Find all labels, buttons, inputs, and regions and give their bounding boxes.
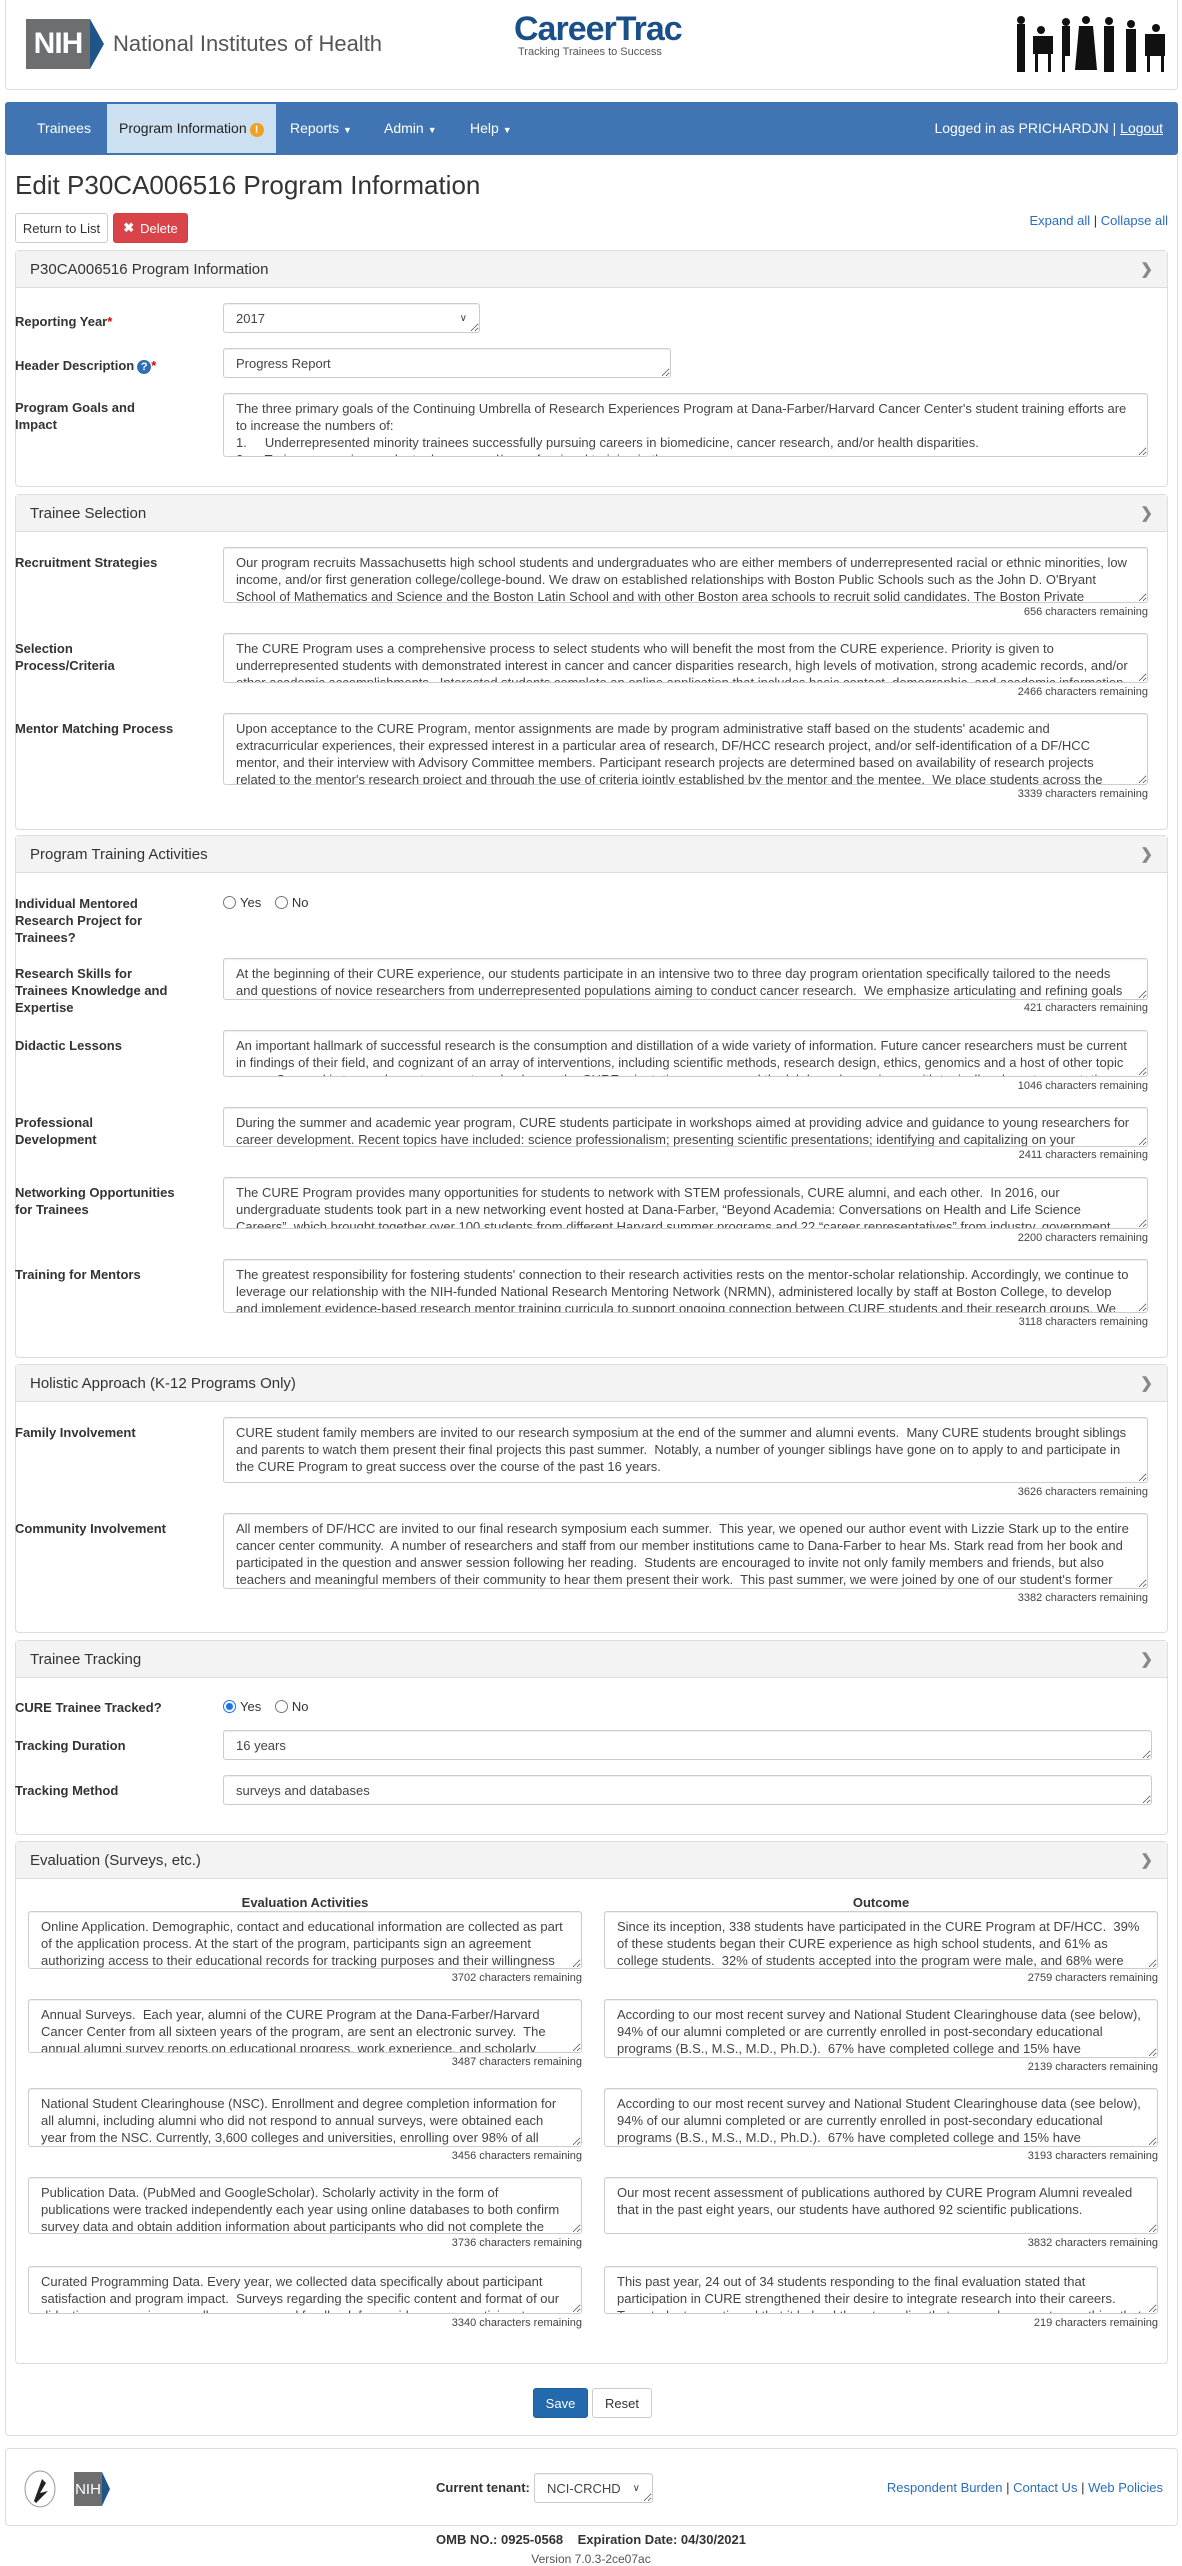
- research-skills-textarea[interactable]: [223, 958, 1148, 1000]
- separator: |: [1081, 2480, 1085, 2495]
- chevron-down-icon[interactable]: ❯: [1140, 1375, 1153, 1392]
- reset-label: Reset: [605, 2395, 639, 2411]
- panel-title: Holistic Approach (K-12 Programs Only): [30, 1375, 296, 1392]
- char-counter: 2466 characters remaining: [1017, 686, 1148, 698]
- nav-program-information[interactable]: [107, 104, 276, 153]
- help-icon[interactable]: ?: [137, 360, 151, 374]
- app-logo[interactable]: CareerTrac: [514, 10, 682, 48]
- expand-all-link[interactable]: Expand all: [1029, 213, 1091, 228]
- outcome-header: Outcome: [852, 1895, 910, 1910]
- mentored-research-radio-group: [223, 895, 308, 910]
- site-header: [5, 0, 1178, 90]
- panel-header[interactable]: [16, 1641, 1167, 1678]
- community-involvement-label: Community Involvement: [15, 1521, 166, 1536]
- char-counter: 3118 characters remaining: [1018, 1316, 1148, 1328]
- required-marker: *: [151, 358, 157, 373]
- warning-icon: !: [250, 123, 264, 137]
- separator: |: [1093, 213, 1098, 228]
- input-value: 16 years: [236, 1737, 286, 1753]
- return-to-list-button[interactable]: [15, 213, 108, 243]
- char-counter: 3487 characters remaining: [451, 2056, 582, 2068]
- family-involvement-label: Family Involvement: [15, 1425, 136, 1440]
- trainee-tracked-radio-group: [223, 1699, 308, 1714]
- logged-in-text: Logged in as PRICHARDJN: [934, 120, 1109, 136]
- networking-textarea[interactable]: [223, 1177, 1148, 1229]
- evaluation-activity-textarea[interactable]: [28, 1999, 582, 2053]
- app-tagline: Tracking Trainees to Success: [518, 46, 662, 58]
- trainees-silhouette-image: [1011, 14, 1171, 74]
- caret-down-icon: ▼: [343, 125, 352, 135]
- outcome-textarea[interactable]: [604, 2177, 1158, 2234]
- professional-development-textarea[interactable]: [223, 1107, 1148, 1147]
- selection-criteria-label: Selection Process/Criteria: [15, 641, 115, 673]
- tenant-select[interactable]: [534, 2473, 653, 2503]
- reporting-year-select[interactable]: [223, 303, 480, 333]
- evaluation-activity-textarea[interactable]: [28, 2266, 582, 2314]
- radio-yes-label: Yes: [240, 895, 262, 910]
- radio-no-label: No: [291, 895, 309, 910]
- holistic-approach-panel: [15, 1364, 1168, 1633]
- mentor-matching-textarea[interactable]: [223, 713, 1148, 785]
- respondent-burden-link[interactable]: Respondent Burden: [886, 2480, 1003, 2495]
- web-policies-link[interactable]: Web Policies: [1088, 2480, 1163, 2495]
- save-label: Save: [545, 2395, 576, 2411]
- tenant-label: Current tenant:: [436, 2480, 530, 2495]
- outcome-textarea[interactable]: [604, 1999, 1158, 2058]
- research-skills-label: Research Skills for Trainees Knowledge and Expertise: [15, 966, 168, 1015]
- close-icon: ✖: [123, 220, 135, 235]
- didactic-lessons-textarea[interactable]: [223, 1030, 1148, 1077]
- label-text: Reporting Year: [15, 314, 108, 329]
- separator: |: [1112, 120, 1117, 136]
- selection-criteria-textarea[interactable]: [223, 633, 1148, 683]
- chevron-down-icon[interactable]: ❯: [1140, 261, 1153, 278]
- nih-logo-chevron: [90, 19, 104, 69]
- training-mentors-textarea[interactable]: [223, 1259, 1148, 1313]
- radio-yes-label: Yes: [240, 1699, 262, 1714]
- main-nav: [5, 102, 1178, 155]
- tracking-duration-label: Tracking Duration: [15, 1738, 126, 1753]
- char-counter: 3702 characters remaining: [451, 1972, 582, 1984]
- required-marker: *: [107, 314, 113, 329]
- networking-label: Networking Opportunities for Trainees: [15, 1185, 175, 1217]
- label-text: Header Description: [15, 358, 135, 373]
- nav-reports[interactable]: [290, 102, 352, 155]
- outcome-textarea[interactable]: [604, 2266, 1158, 2314]
- nav-admin[interactable]: [384, 102, 437, 155]
- char-counter: 1046 characters remaining: [1017, 1080, 1148, 1092]
- radio-no-label: No: [291, 1699, 309, 1714]
- caret-down-icon: ▼: [502, 125, 512, 135]
- expiration-date: Expiration Date: 04/30/2021: [577, 2532, 746, 2547]
- nih-footer-logo: [74, 2472, 102, 2506]
- mentor-matching-label: Mentor Matching Process: [15, 721, 174, 736]
- expand-collapse-links: [1029, 213, 1168, 228]
- panel-title: Trainee Selection: [30, 505, 147, 522]
- tracking-method-label: Tracking Method: [15, 1783, 119, 1798]
- char-counter: 3626 characters remaining: [1017, 1486, 1148, 1498]
- nav-admin-label: Admin: [384, 120, 424, 136]
- reset-button[interactable]: [592, 2388, 652, 2418]
- program-goals-textarea[interactable]: [223, 393, 1148, 457]
- program-goals-label: Program Goals and Impact: [15, 400, 135, 432]
- tracking-method-input[interactable]: [223, 1775, 1152, 1805]
- char-counter: 2411 characters remaining: [1018, 1149, 1148, 1161]
- panel-header[interactable]: [16, 495, 1167, 532]
- recruitment-strategies-textarea[interactable]: [223, 547, 1148, 603]
- recruitment-strategies-label: Recruitment Strategies: [15, 555, 158, 570]
- caret-down-icon: ▼: [427, 125, 437, 135]
- nih-logo-chevron: [102, 2472, 110, 2506]
- input-value: Progress Report: [236, 355, 331, 371]
- panel-header[interactable]: [16, 836, 1167, 873]
- chevron-down-icon[interactable]: ❯: [1140, 846, 1153, 863]
- nav-program-information-label: Program Information: [119, 120, 247, 136]
- header-description-input[interactable]: [223, 348, 671, 378]
- input-value: surveys and databases: [236, 1782, 370, 1798]
- char-counter: 3832 characters remaining: [1027, 2237, 1158, 2249]
- char-counter: 219 characters remaining: [1033, 2317, 1158, 2329]
- char-counter: 3339 characters remaining: [1017, 788, 1148, 800]
- select-value: NCI-CRCHD: [547, 2480, 621, 2496]
- nih-logo-text: NIH: [75, 2480, 101, 2498]
- nav-trainees-label: Trainees: [37, 120, 91, 136]
- chevron-down-icon[interactable]: ❯: [1140, 1852, 1153, 1869]
- nih-logo-text: NIH: [33, 27, 83, 60]
- hhs-eagle-logo: [22, 2469, 58, 2509]
- evaluation-activity-textarea[interactable]: [28, 1911, 582, 1969]
- chevron-down-icon: ∨: [632, 2482, 640, 2494]
- user-info: [934, 102, 1163, 155]
- chevron-down-icon[interactable]: ❯: [1140, 505, 1153, 522]
- return-label: Return to List: [22, 220, 101, 236]
- footer-links: [887, 2480, 1163, 2495]
- family-involvement-textarea[interactable]: [223, 1417, 1148, 1483]
- omb-info: [0, 2532, 1182, 2547]
- outcome-textarea[interactable]: [604, 2088, 1158, 2147]
- tracking-duration-input[interactable]: [223, 1730, 1152, 1760]
- community-involvement-textarea[interactable]: [223, 1513, 1148, 1589]
- char-counter: 2139 characters remaining: [1027, 2061, 1158, 2073]
- char-counter: 421 characters remaining: [1023, 1002, 1148, 1014]
- radio-yes[interactable]: [223, 896, 236, 909]
- version: Version 7.0.3-2ce07ac: [531, 2552, 651, 2566]
- professional-development-label: Professional Development: [15, 1115, 97, 1147]
- radio-yes-selected[interactable]: [223, 1700, 236, 1713]
- chevron-down-icon: ∨: [459, 312, 467, 324]
- select-value: 2017: [236, 310, 265, 326]
- contact-us-link[interactable]: Contact Us: [1013, 2480, 1078, 2495]
- page-title: Edit P30CA006516 Program Information: [15, 170, 481, 200]
- nav-help[interactable]: [470, 102, 512, 155]
- delete-button[interactable]: [113, 213, 188, 243]
- training-mentors-label: Training for Mentors: [15, 1267, 141, 1282]
- panel-title: Trainee Tracking: [30, 1651, 142, 1668]
- char-counter: 3456 characters remaining: [451, 2150, 582, 2162]
- panel-header[interactable]: [16, 251, 1167, 288]
- panel-title: Program Training Activities: [30, 846, 208, 863]
- char-counter: 3382 characters remaining: [1017, 1592, 1148, 1604]
- char-counter: 3340 characters remaining: [451, 2317, 582, 2329]
- char-counter: 3736 characters remaining: [451, 2237, 582, 2249]
- outcome-textarea[interactable]: [604, 1911, 1158, 1969]
- panel-title: P30CA006516 Program Information: [30, 261, 269, 278]
- char-counter: 2200 characters remaining: [1017, 1232, 1148, 1244]
- panel-header[interactable]: [16, 1842, 1167, 1879]
- radio-no[interactable]: [275, 896, 288, 909]
- char-counter: 3193 characters remaining: [1027, 2150, 1158, 2162]
- evaluation-activities-header: Evaluation Activities: [241, 1895, 369, 1910]
- char-counter: 2759 characters remaining: [1027, 1972, 1158, 1984]
- panel-title: Evaluation (Surveys, etc.): [30, 1852, 201, 1869]
- evaluation-activity-textarea[interactable]: [28, 2177, 582, 2234]
- nav-help-label: Help: [470, 120, 499, 136]
- panel-header[interactable]: [16, 1365, 1167, 1402]
- collapse-all-link[interactable]: Collapse all: [1100, 213, 1168, 228]
- evaluation-activity-textarea[interactable]: [28, 2088, 582, 2147]
- nih-logo: [26, 19, 90, 69]
- delete-label: Delete: [140, 220, 178, 236]
- didactic-lessons-label: Didactic Lessons: [15, 1038, 122, 1053]
- omb-number: OMB NO.: 0925-0568: [436, 2532, 564, 2547]
- reporting-year-label: [15, 313, 195, 330]
- trainee-tracked-label: CURE Trainee Tracked?: [15, 1700, 162, 1715]
- save-button[interactable]: [533, 2388, 588, 2418]
- char-counter: 656 characters remaining: [1023, 606, 1148, 618]
- logout-link[interactable]: Logout: [1120, 120, 1163, 136]
- radio-no[interactable]: [275, 1700, 288, 1713]
- org-name: National Institutes of Health: [113, 31, 383, 56]
- nav-trainees[interactable]: [37, 102, 91, 155]
- chevron-down-icon[interactable]: ❯: [1140, 1651, 1153, 1668]
- separator: |: [1006, 2480, 1010, 2495]
- header-description-label: [15, 357, 195, 374]
- nav-reports-label: Reports: [290, 120, 340, 136]
- site-footer: [5, 2448, 1178, 2526]
- mentored-research-label: Individual Mentored Research Project for Trainees?: [15, 896, 143, 945]
